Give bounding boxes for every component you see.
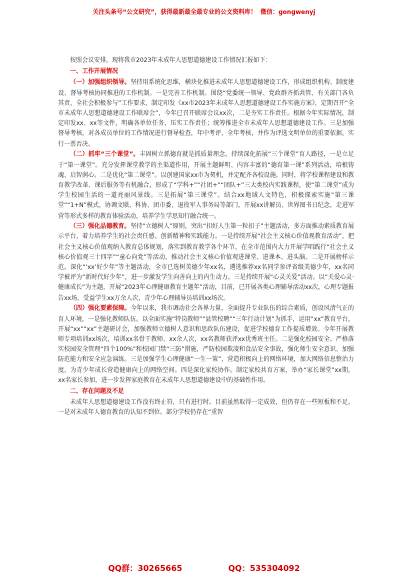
- section-heading-2: 二、存在问题及不足: [70, 388, 125, 395]
- document-body: [58, 56, 354, 419]
- paragraph-4-text: 今年以来，我市调动社会各界力量，全面提升专业队伍的综合素质，创设风清气正的育人环境，一是强化教师队伍。以全面实施“特岗教师”“县管校聘”“三年行动计划”为抓手，运用“xx”教育平台，开展“xx”“xx”主题研讨会，加强教师立德树人意识和思政队伍建设，促进学校德育工作提质增效。今年开展教师专项培训xx场次，培训xx名骨干教师、xx余人次，xx名教师获评xx优秀班主任。二是强化校园安全。严格落实校园安全管理“四个100%”和校园门禁“三防”措施，严防校园欺凌和食品安全事故，强化师生安全意识、加强防范能力和安全应急演练。三是加强学生心理健康“一生一策”，营造积极向上的网络环境，加大网络信息整治力度，为青少年成长营造健康向上的网络空间。四是深化家校协作。制定家校共育方案，举办“家长课堂”xx期，xx名家长参加，进一步发挥家庭教育在未成年人思想道德建设中的基础性作用。: [58, 305, 354, 384]
- subheading-4: （四）强化要素保障。: [70, 305, 131, 313]
- paragraph-2-text: 丰固树立抓德育就是抓质量理念，持续深化拓展“三个课堂”育人路径，一是立足于“第一课堂”。充分发挥课堂教学的主渠道作用，开展主题鲜明、内容丰富的“德育第一课”系列活动，培根铸魂、启智润心。二是优化“第二课堂”。以创建国家xx市为契机，并定配齐各校设施。同时，将学校课程建设和教育教学改革、课后服务等有机融合，形成了“学科+”“社团+”“团队+”三大类校内实践课程，使“第二课堂”成为学生校园生活的一道亮丽风景线。三是拓展“第三课堂”。结合xx地域人文特色，积极探索实施“第三课堂”“1+N”模式，协调文联、科协、团市委、退役军人事务局等部门，开展xx讲解员、世界图书日纪念，走进军营等形式多样的教育体验活动，培养学生学思知行融合统一。: [58, 151, 355, 220]
- banner-left-text: 关注头条号“公文研究”，获得最新最全最专业的公文资料库！: [92, 8, 257, 16]
- paragraph-2: [58, 150, 354, 221]
- subheading-1: （一）加强组织领导。: [70, 79, 131, 87]
- paragraph-1: [58, 78, 354, 149]
- paragraph-1-text: 坚持用系统化思维，横块化推进未成年人思想道德建设工作，形成组织机构、制度建设、督导考核协同推进的工作机制。一是完善工作机制。围绕“党委统一领导、党政群齐抓共管、有关部门各负其责、全社会积极参与”工作要求，制定印发《xx市2023年未成年人思想道德建设工作实施方案》，定期召开“全市未成年人思想道德建设工作联席会”，今年已召开联席会议xx次，二是夯实工作责任。根据今年实际情况，制定印发xx、xx等文件，明确各单位任务，压实工作责任；统筹推进全市未成年人思想道德建设工作。三是加强督导考核。对各成员单位的工作情况进行督导检查，年中考评、全年考核，并作为评选文明单位的重要依据，实行一票否决。: [58, 79, 354, 148]
- paragraph-3: [58, 222, 354, 304]
- intro-paragraph: 按照会议安排，现将我市2023年未成年人思想道德建设工作情况汇报如下：: [70, 57, 272, 64]
- subheading-3: （三）强化品德教育。: [70, 223, 131, 231]
- footer-qq-group: QQ群：30265665: [108, 564, 183, 573]
- section-heading-1: 一、工作开展情况: [70, 68, 119, 76]
- banner-right-text: 微信：gongwenyj: [260, 8, 316, 16]
- paragraph-5: 未成年人思想道德建设工作没有终止符，只有进行时。目前虽然取得一定成效，但仍存在一些短板和不足。一是对未成年人德育教育的认知不到位。部分学校仍存在“重智: [58, 399, 354, 417]
- promo-banner: [0, 0, 408, 22]
- footer: [0, 563, 408, 574]
- footer-qq: QQ：535304092: [228, 564, 300, 573]
- paragraph-4: [58, 304, 354, 386]
- paragraph-3-text: 坚持“立德树人”原则，突出“扣好人生第一粒扣子”主题活动，多方面推动素质教育展示平台，着力培养学生的社会责任感、创新精神和实践能力。一是持续开展“社会主义核心价值观教育活动”，把社会主义核心价值观纳入教育总体规划，落实到教育教学各个环节，在全市范围内大力开展学唱践行“社会主义核心价值观三十四字”“童心向党”等活动，推动社会主义核心价值观进课堂、进课本、进头脑。二是开展榜样示范。深化“‘xx’好少年”等主题活动，全市已选树美德少年xx名，遴选推荐xx名同学参评省级美德少年，xx名同学被评为“新时代好少年”，进一步激发学生向善向上的内生动力。三是持续开展“心灵关爱”活动。以“关爱心灵·健康成长”为主题，开展“2023年心理健康教育主题年”活动，目前，已开展各类心理辅导活动xx次，心理专题报告xx场，受益学生xx万余人次，青少年心理辅导员培训xx场次。: [58, 223, 354, 302]
- subheading-2: （二）抓牢“三个课堂”。: [70, 151, 140, 159]
